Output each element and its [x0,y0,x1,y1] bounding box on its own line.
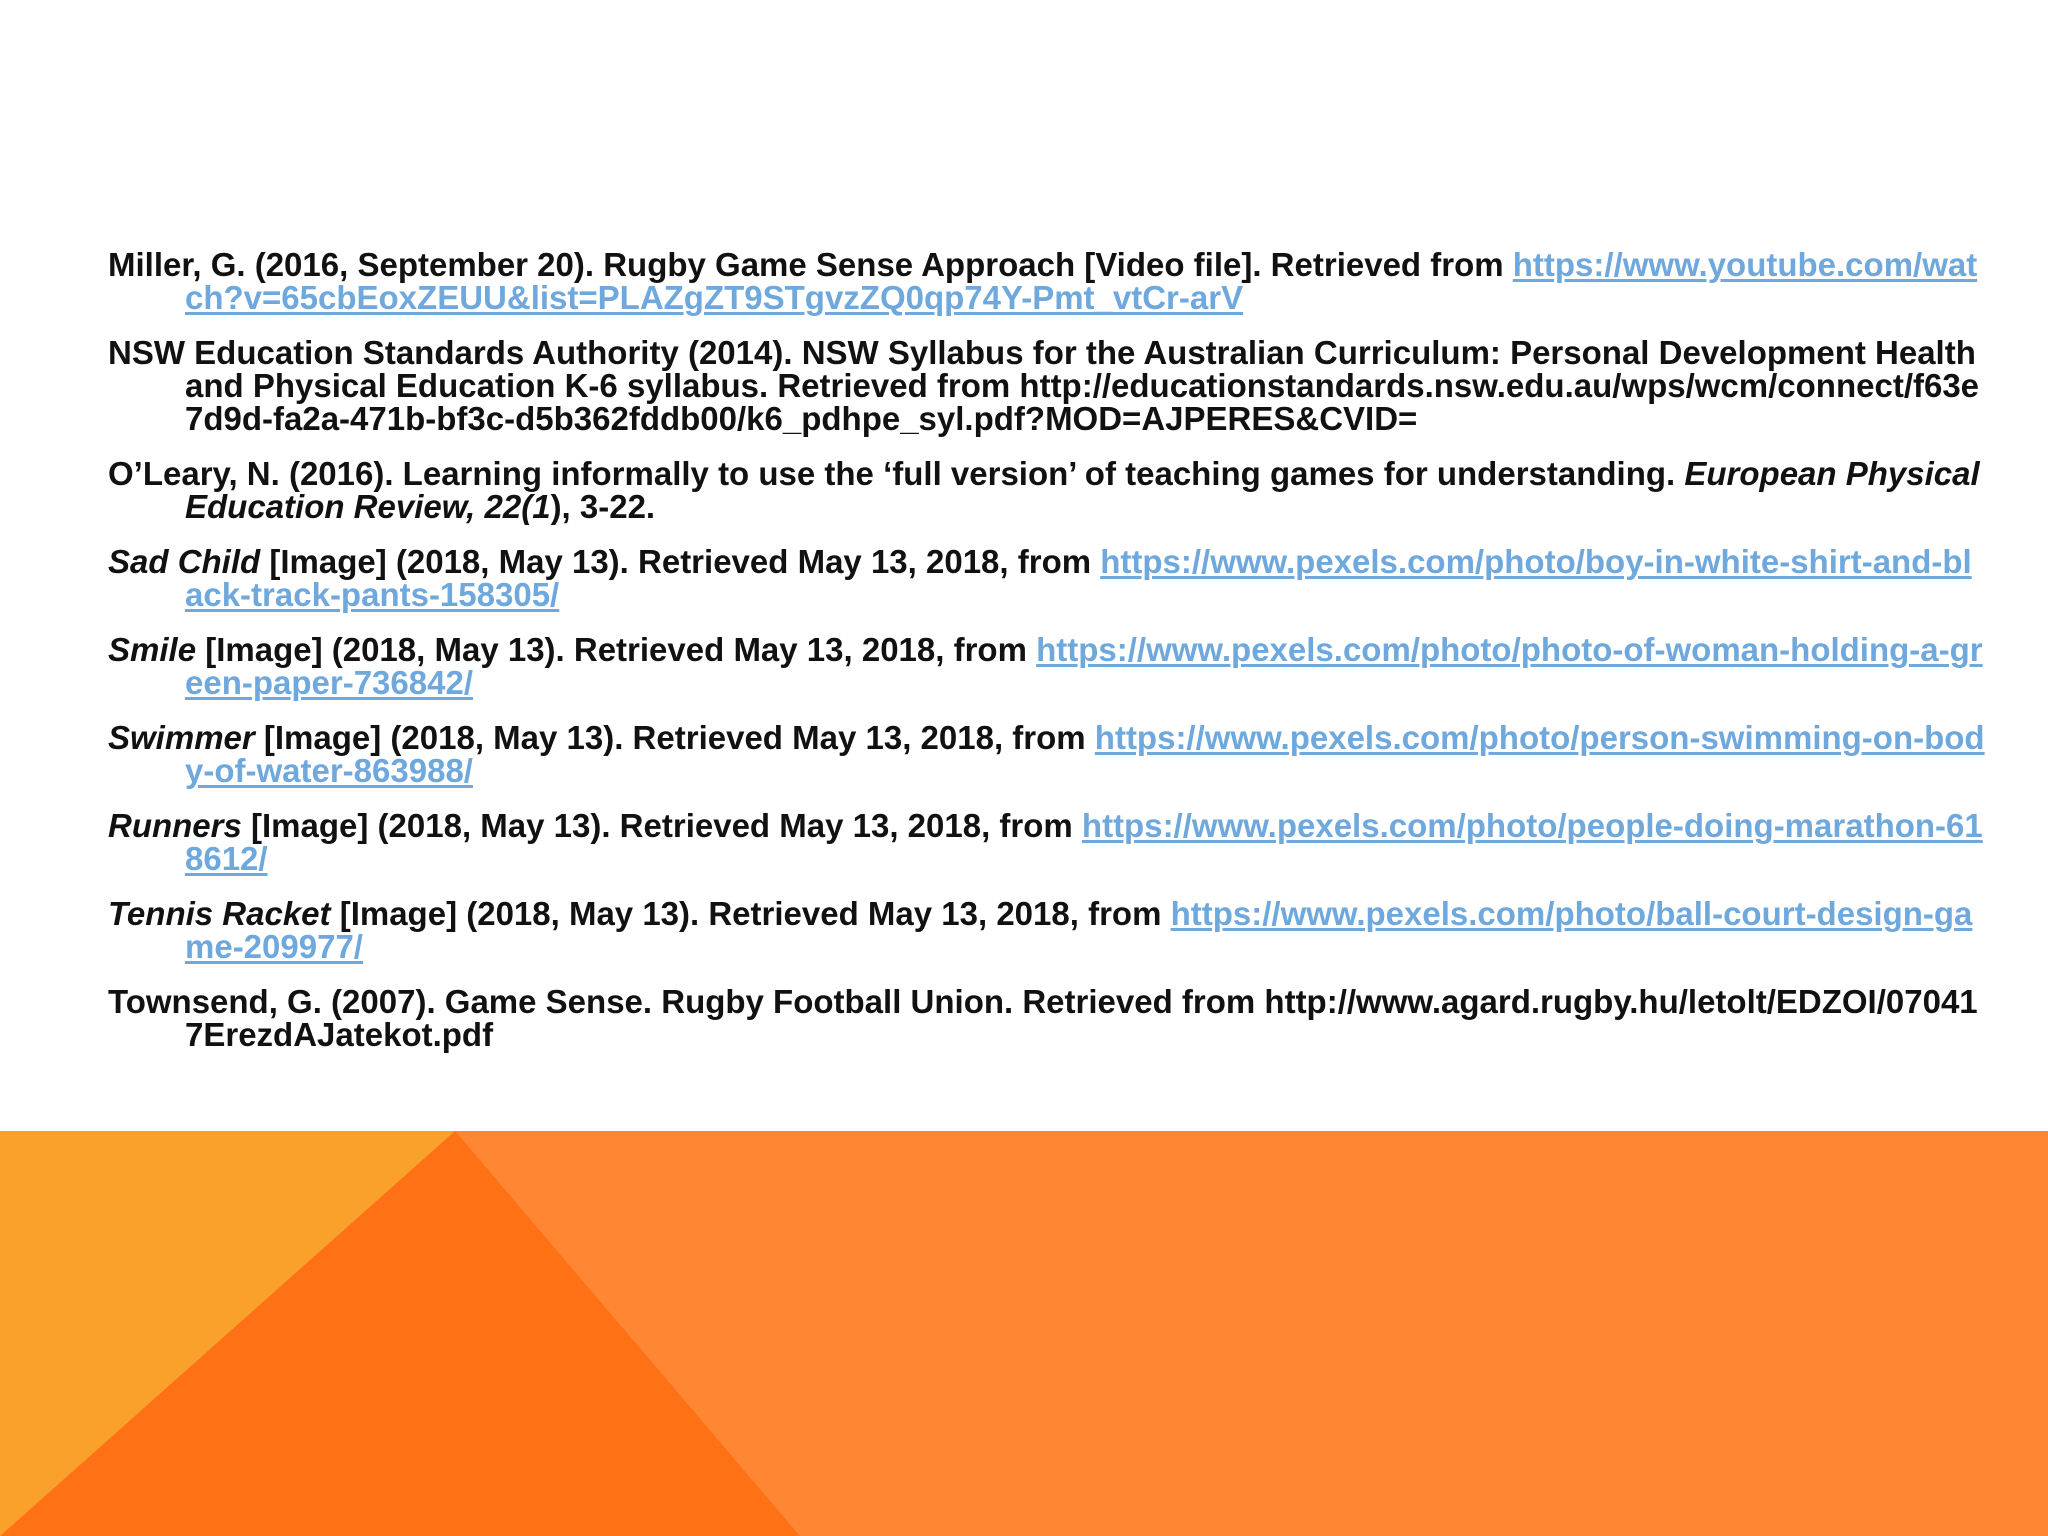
reference-smile [108,633,1988,699]
reference-text: [Image] (2018, May 13). Retrieved May 13, 2018, from [260,543,1101,580]
reference-text: Townsend, G. (2007). Game Sense. Rugby Football Union. Retrieved from [108,983,1265,1020]
reference-miller [108,248,1988,314]
reference-link[interactable]: https://www.pexels.com/photo/person-swimming-on-body-of-water-863988/ [185,719,1985,789]
reference-sad-child [108,545,1988,611]
reference-url-text: http://educationstandards.nsw.edu.au/wps/wcm/connect/f63e7d9d-fa2a-471b-bf3c-d5b362fddb00/k6_pdhpe_syl.pdf?MOD=AJPERES&CVID= [185,367,1980,437]
reference-link[interactable]: https://www.youtube.com/watch?v=65cbEoxZEUU&list=PLAZgZT9STgvzZQ0qp74Y-Pmt_vtCr-arV [185,246,1978,316]
reference-oleary [108,457,1988,523]
reference-text: Miller, G. (2016, September 20). Rugby Game Sense Approach [Video file]. Retrieved from [108,246,1513,283]
reference-swimmer [108,721,1988,787]
image-title: Sad Child [108,543,261,580]
image-title: Smile [108,631,197,668]
reference-text: [Image] (2018, May 13). Retrieved May 13, 2018, from [254,719,1095,756]
reference-link[interactable]: https://www.pexels.com/photo/people-doing-marathon-618612/ [185,807,1983,877]
reference-text: [Image] (2018, May 13). Retrieved May 13, 2018, from [330,895,1171,932]
reference-nsw [108,336,1988,435]
orange-triangles-graphic [0,1131,2048,1536]
reference-text: NSW Education Standards Authority (2014). NSW Syllabus for the Australian Curriculum: Personal Development Health and Physical Education K-6 syllabus. Retrieved from [108,334,1976,404]
reference-townsend [108,985,1988,1051]
image-title: Tennis Racket [108,895,331,932]
reference-url-text: http://www.agard.rugby.hu/letolt/EDZOI/070417ErezdAJatekot.pdf [185,983,1978,1053]
reference-text: [Image] (2018, May 13). Retrieved May 13, 2018, from [196,631,1037,668]
decorative-orange-band [0,1131,2048,1536]
reference-link[interactable]: https://www.pexels.com/photo/ball-court-design-game-209977/ [185,895,1973,965]
journal-title: European Physical Education Review, 22(1 [185,455,1980,525]
reference-link[interactable]: https://www.pexels.com/photo/photo-of-woman-holding-a-green-paper-736842/ [185,631,1983,701]
reference-tail: ), 3-22. [550,488,656,525]
reference-runners [108,809,1988,875]
reference-text: [Image] (2018, May 13). Retrieved May 13, 2018, from [241,807,1082,844]
reference-list [108,248,1988,1073]
image-title: Swimmer [108,719,255,756]
reference-tennis-racket [108,897,1988,963]
reference-text: O’Leary, N. (2016). Learning informally to use the ‘full version’ of teaching games for understanding. [108,455,1676,492]
reference-link[interactable]: https://www.pexels.com/photo/boy-in-white-shirt-and-black-track-pants-158305/ [185,543,1972,613]
image-title: Runners [108,807,242,844]
